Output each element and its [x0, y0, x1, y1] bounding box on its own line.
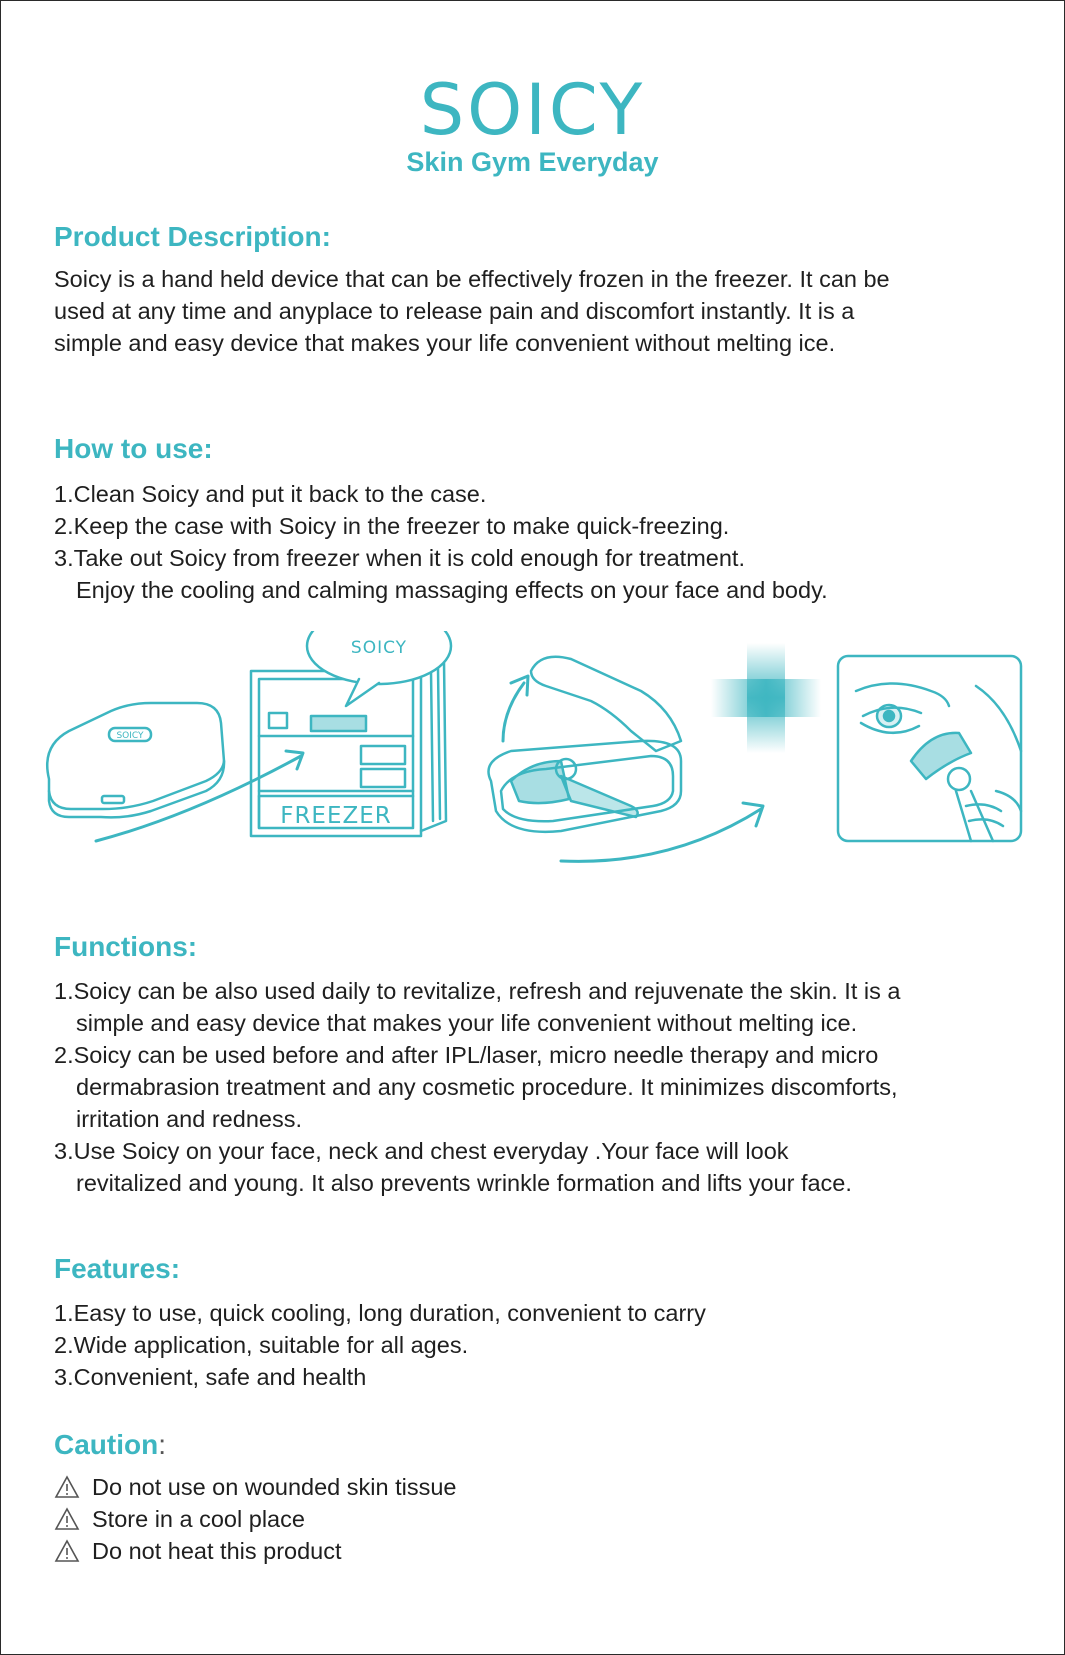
bubble-text: SOICY [350, 638, 408, 658]
description-line: Soicy is a hand held device that can be effectively frozen in the freezer. It can be [54, 266, 890, 292]
caution-item [54, 1535, 1024, 1567]
freezer-label: FREEZER [280, 803, 392, 829]
list-item: simple and easy device that makes your life convenient without melting ice. [76, 1010, 858, 1036]
how-to-use-list [54, 478, 1024, 606]
caution-colon: : [158, 1429, 166, 1460]
caution-item [54, 1503, 1024, 1535]
list-item: irritation and redness. [76, 1106, 302, 1132]
usage-illustration [41, 631, 1031, 916]
warning-triangle-icon [54, 1539, 80, 1563]
brand-tagline: Skin Gym Everyday [406, 147, 659, 177]
arrow-to-face-icon [561, 809, 761, 861]
freezer-icon [251, 661, 446, 836]
description-text [54, 263, 1024, 359]
features-heading: Features: [54, 1253, 181, 1284]
caution-text: Do not heat this product [92, 1538, 342, 1564]
list-item: 2.Wide application, suitable for all ages. [54, 1332, 469, 1358]
caution-text: Store in a cool place [92, 1506, 305, 1532]
warning-triangle-icon [54, 1507, 80, 1531]
description-heading: Product Description: [54, 221, 331, 252]
list-item: 2.Soicy can be used before and after IPL/laser, micro needle therapy and micro [54, 1042, 879, 1068]
curved-arrow-icon [503, 683, 524, 741]
brand-logo: SOICY [419, 69, 646, 151]
caution-list [54, 1471, 1024, 1567]
list-item: 3.Take out Soicy from freezer when it is cold enough for treatment. [54, 545, 745, 571]
list-item: 3.Use Soicy on your face, neck and chest everyday .Your face will look [54, 1138, 789, 1164]
case-label: SOICY [116, 731, 144, 741]
how-to-use-heading: How to use: [54, 433, 213, 464]
description-line: simple and easy device that makes your life convenient without melting ice. [54, 330, 836, 356]
functions-heading: Functions: [54, 931, 198, 962]
brand-header [1, 69, 1064, 178]
list-item: 1.Clean Soicy and put it back to the case. [54, 481, 487, 507]
description-line: used at any time and anyplace to release pain and discomfort instantly. It is a [54, 298, 855, 324]
list-item: Enjoy the cooling and calming massaging effects on your face and body. [76, 577, 828, 603]
open-case-icon [489, 657, 682, 832]
list-item: 1.Soicy can be also used daily to revitalize, refresh and rejuvenate the skin. It is a [54, 978, 901, 1004]
warning-triangle-icon [54, 1475, 80, 1499]
caution-heading [54, 1429, 166, 1461]
caution-item [54, 1471, 1024, 1503]
plus-icon [711, 643, 821, 753]
list-item: 3.Convenient, safe and health [54, 1364, 367, 1390]
speech-bubble [307, 631, 451, 706]
caution-text: Do not use on wounded skin tissue [92, 1474, 457, 1500]
list-item: 2.Keep the case with Soicy in the freezer to make quick-freezing. [54, 513, 730, 539]
closed-case-icon [47, 703, 224, 817]
list-item: 1.Easy to use, quick cooling, long duration, convenient to carry [54, 1300, 706, 1326]
features-list [54, 1297, 1024, 1393]
caution-heading-text: Caution [54, 1429, 159, 1460]
functions-list [54, 975, 1024, 1199]
list-item: dermabrasion treatment and any cosmetic procedure. It minimizes discomforts, [76, 1074, 898, 1100]
face-panel [838, 656, 1021, 841]
list-item: revitalized and young. It also prevents wrinkle formation and lifts your face. [76, 1170, 852, 1196]
